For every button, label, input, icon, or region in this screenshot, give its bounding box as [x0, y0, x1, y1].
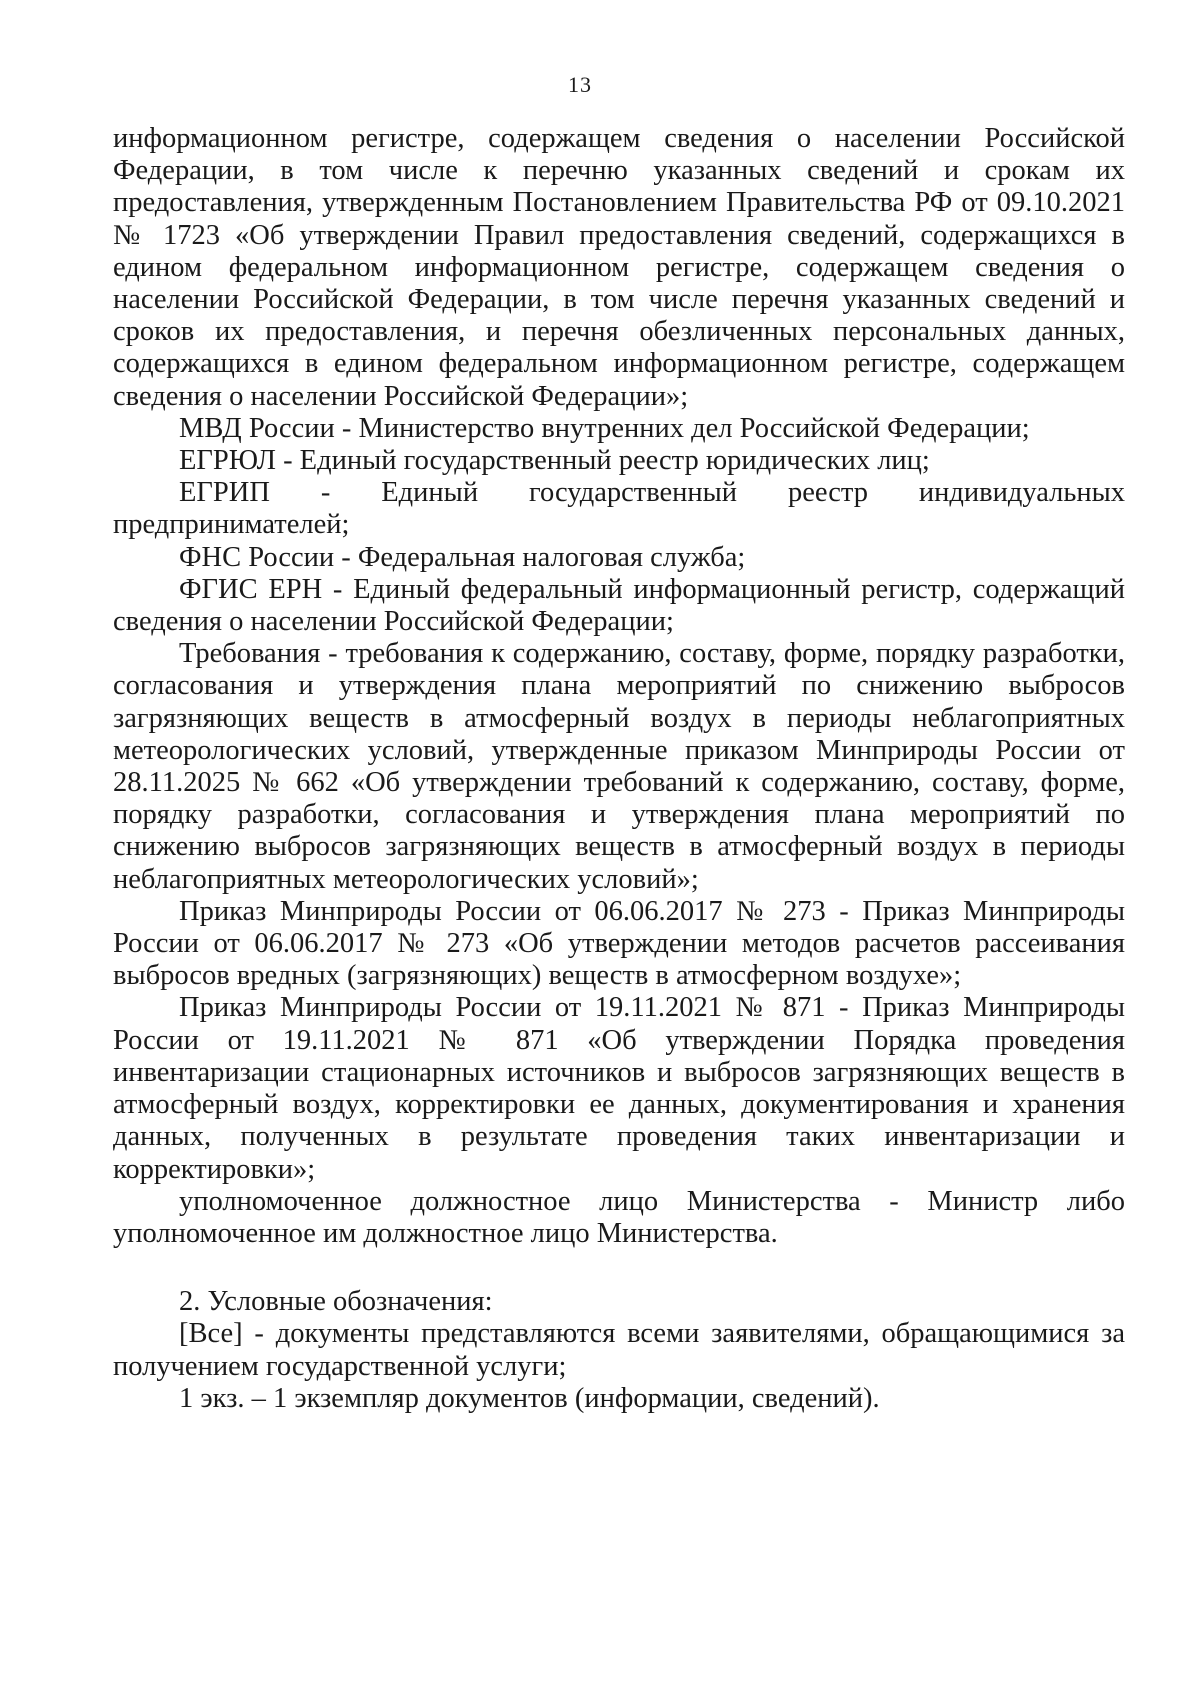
- definition-authorized-official: уполномоченное должностное лицо Министерства - Министр либо уполномоченное им должностное лицо Министерства.: [113, 1185, 1125, 1249]
- page-number: 13: [568, 72, 592, 97]
- definition-order-273: Приказ Минприроды России от 06.06.2017 № 273 - Приказ Минприроды России от 06.06.2017 № 273 «Об утверждении методов расчетов рассеивания выбросов вредных (загрязняющих) веществ в атмосферном воздухе»;: [113, 895, 1125, 992]
- paragraph-continuation: информационном регистре, содержащем сведения о населении Российской Федерации, в том числе к перечню указанных сведений и срокам их предоставления, утвержденным Постановлением Правительства РФ от 09.10.2021 № 1723 «Об утверждении Правил предоставления сведений, содержащихся в едином федеральном информационном регистре, содержащем сведения о населении Российской Федерации, в том числе перечня указанных сведений и сроков их предоставления, и перечня обезличенных персональных данных, содержащихся в едином федеральном информационном регистре, содержащем сведения о населении Российской Федерации»;: [113, 123, 1125, 412]
- symbol-all: [Все] - документы представляются всеми заявителями, обращающимися за получением государственной услуги;: [113, 1318, 1125, 1382]
- definition-egryul: ЕГРЮЛ - Единый государственный реестр юридических лиц;: [179, 445, 930, 477]
- document-body: [113, 123, 1125, 1415]
- definition-order-871: Приказ Минприроды России от 19.11.2021 № 871 - Приказ Минприроды России от 19.11.2021 № 871 «Об утверждении Порядка проведения инвентаризации стационарных источников и выбросов загрязняющих веществ в атмосферный воздух, корректировки ее данных, документирования и хранения данных, полученных в результате проведения таких инвентаризации и корректировки»;: [113, 992, 1125, 1185]
- symbol-copy: 1 экз. – 1 экземпляр документов (информации, сведений).: [179, 1382, 880, 1414]
- definition-egrip: ЕГРИП - Единый государственный реестр индивидуальных предпринимателей;: [113, 477, 1125, 541]
- definition-requirements: Требования - требования к содержанию, составу, форме, порядку разработки, согласования и утверждения плана мероприятий по снижению выбросов загрязняющих веществ в атмосферный воздух в периоды неблагоприятных метеорологических условий, утвержденные приказом Минприроды России от 28.11.2025 № 662 «Об утверждении требований к содержанию, составу, форме, порядку разработки, согласования и утверждения плана мероприятий по снижению выбросов загрязняющих веществ в атмосферный воздух в периоды неблагоприятных метеорологических условий»;: [113, 638, 1125, 895]
- definition-fgis-ern: ФГИС ЕРН - Единый федеральный информационный регистр, содержащий сведения о населении Российской Федерации;: [113, 573, 1125, 638]
- definition-fns: ФНС России - Федеральная налоговая служба;: [179, 541, 746, 573]
- section-symbols: [113, 1286, 1125, 1415]
- section-title: 2. Условные обозначения:: [179, 1286, 493, 1318]
- definition-mvd: МВД России - Министерство внутренних дел Российской Федерации;: [179, 412, 1030, 444]
